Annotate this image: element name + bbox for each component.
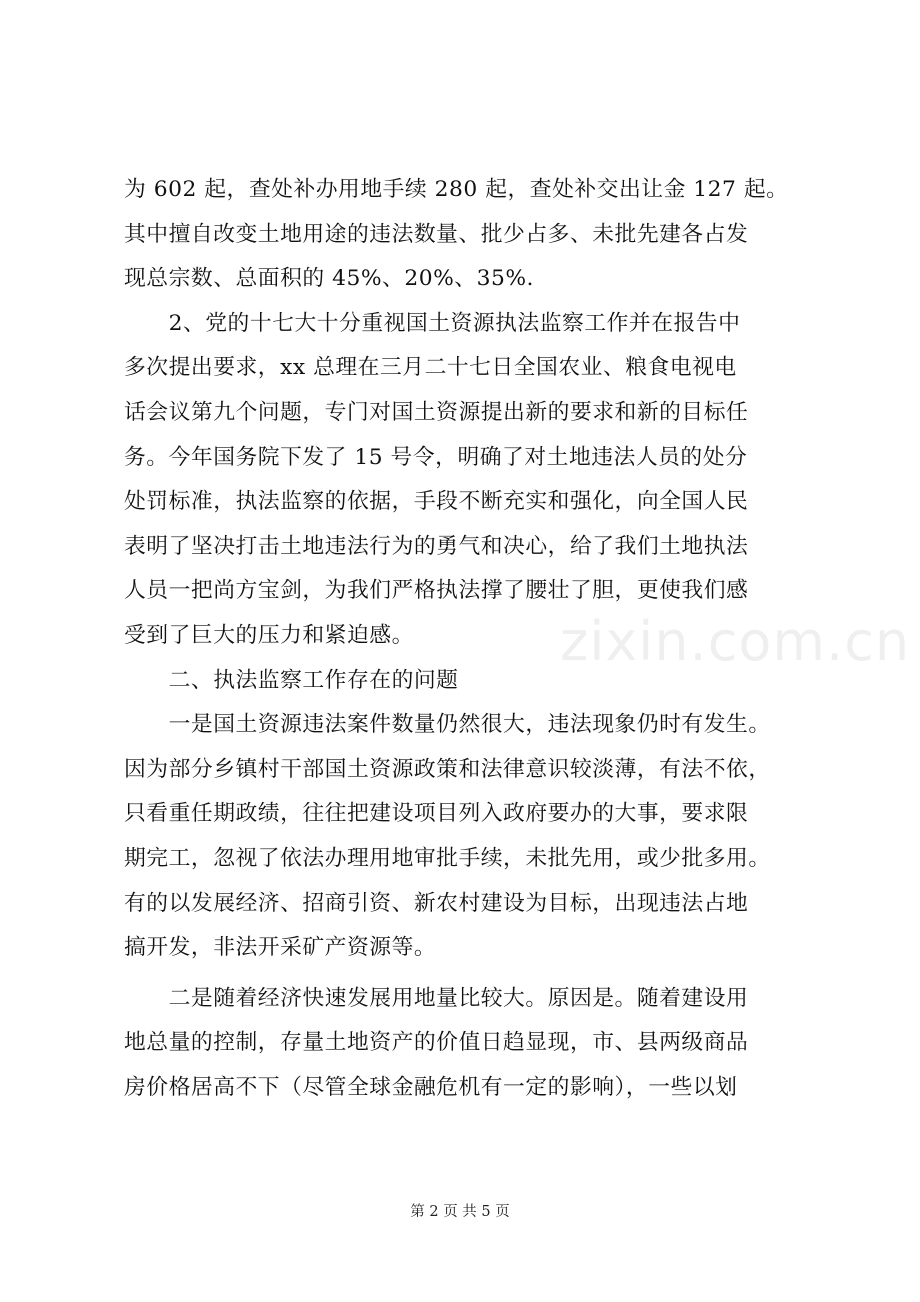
watermark: zixin.com.cn [560,610,911,673]
text-line: 表明了坚决打击土地违法行为的勇气和决心，给了我们土地执法 [124,533,749,559]
text-line: 只看重任期政绩，往往把建设项目列入政府要办的大事，要求限 [124,801,749,827]
text-line: 一是国土资源违法案件数量仍然很大，违法现象仍时有发生。 [124,712,771,738]
text-line: 地总量的控制，存量土地资产的价值日趋显现，市、县两级商品 [124,1030,749,1056]
text-line: 人员一把尚方宝剑，为我们严格执法撑了腰壮了胆，更使我们感 [124,578,749,604]
text-line: 为 602 起，查处补办用地手续 280 起，查处补交出让金 127 起。 [124,177,789,202]
text-line: 多次提出要求，xx 总理在三月二十七日全国农业、粮食电视电 [124,355,737,381]
text-line: 2、党的十七大十分重视国土资源执法监察工作并在报告中 [124,310,741,336]
text-line: 有的以发展经济、招商引资、新农村建设为目标，出现违法占地 [124,890,749,916]
text-line: 搞开发，非法开采矿产资源等。 [124,935,437,961]
text-line: 其中擅自改变土地用途的违法数量、批少占多、未批先建各占发 [124,221,749,247]
section-heading: 二、执法监察工作存在的问题 [124,667,459,693]
text-line: 话会议第九个问题，专门对国土资源提出新的要求和新的目标任 [124,399,749,425]
text-line: 二是随着经济快速发展用地量比较大。原因是。随着建设用 [124,985,749,1011]
text-line: 务。今年国务院下发了 15 号令，明确了对土地违法人员的处分 [124,444,748,470]
text-line: 房价格居高不下（尽管全球金融危机有一定的影响），一些以划 [124,1074,738,1100]
text-line: 因为部分乡镇村干部国土资源政策和法律意识较淡薄，有法不依， [124,756,771,782]
page-footer: 第 2 页 共 5 页 [410,1204,510,1220]
text-line: 受到了巨大的压力和紧迫感。 [124,622,414,648]
text-line: 处罚标准，执法监察的依据，手段不断充实和强化，向全国人民 [124,489,749,515]
text-line: 现总宗数、总面积的 45%、20%、35%. [124,266,534,292]
text-line: 期完工，忽视了依法办理用地审批手续，未批先用，或少批多用。 [124,845,771,871]
